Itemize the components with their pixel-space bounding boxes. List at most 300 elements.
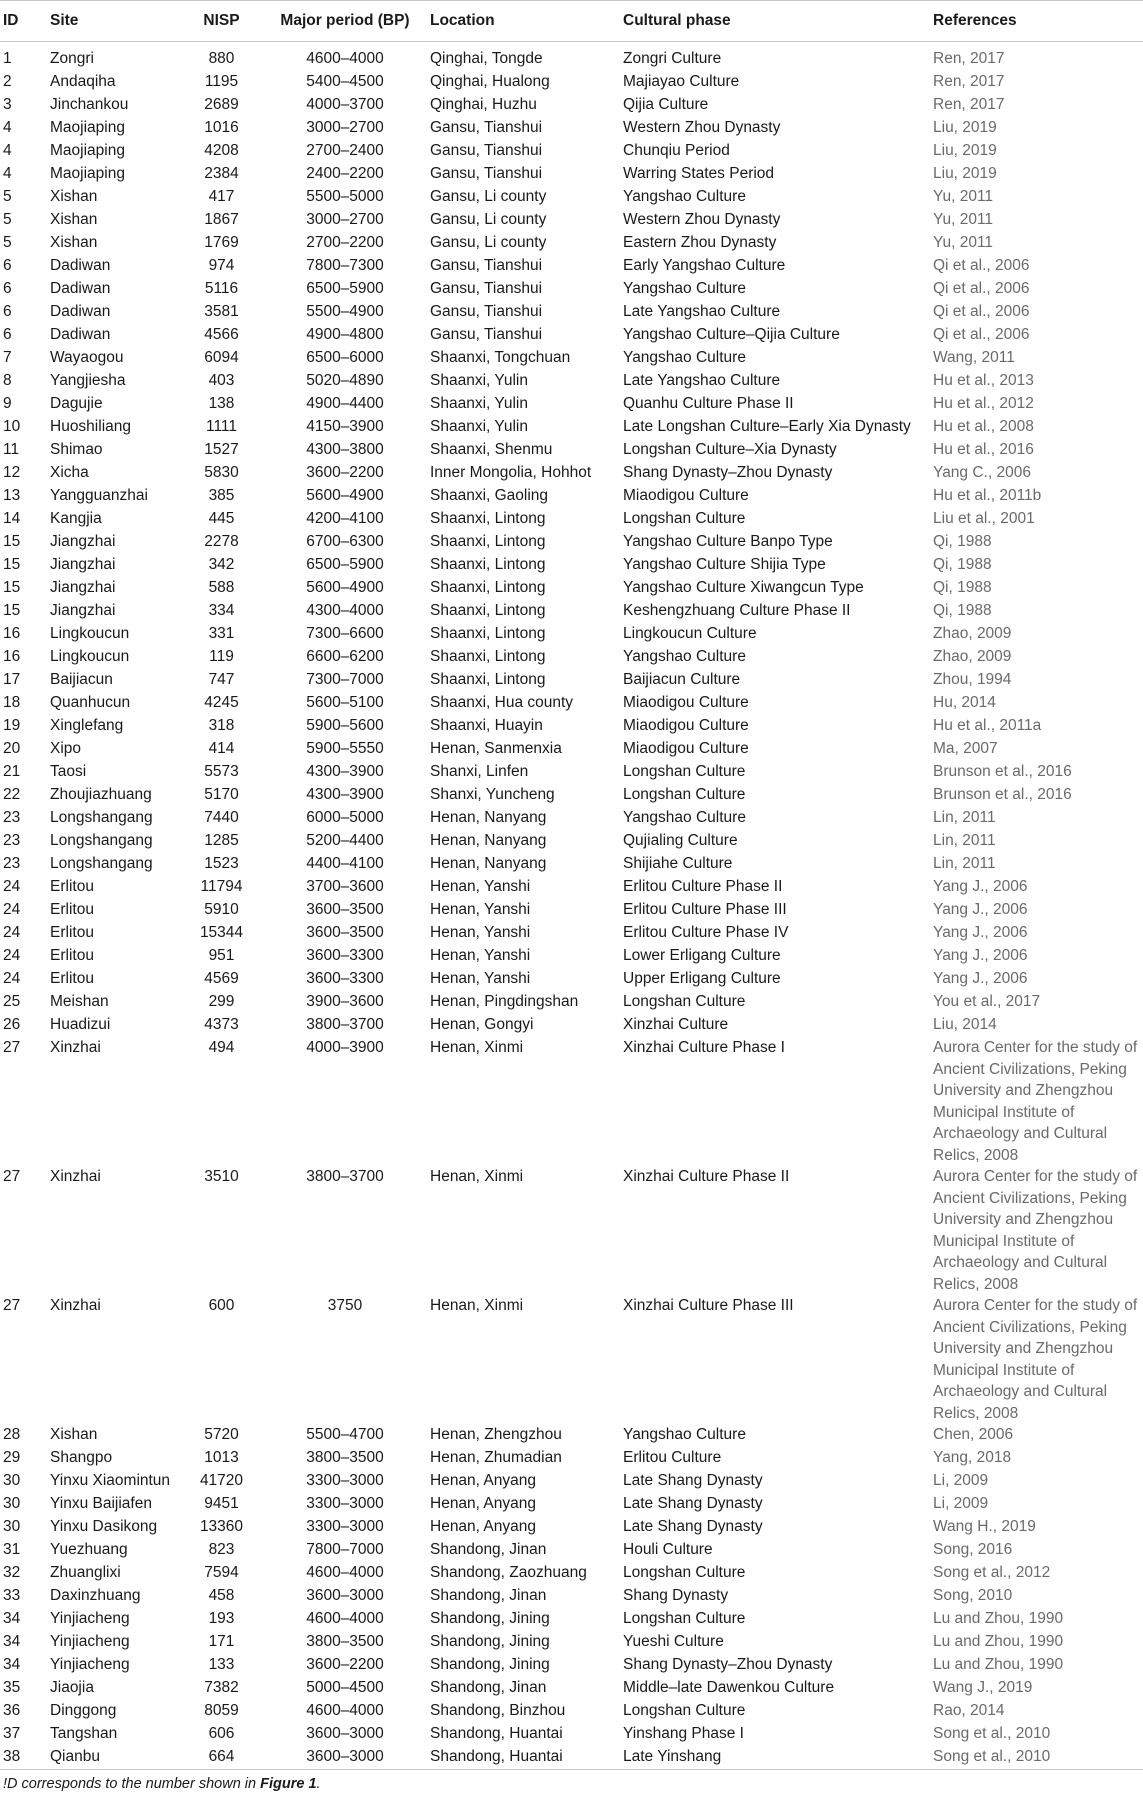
- cell-period: 7300–7000: [306, 671, 384, 688]
- cell-id: 31: [3, 1541, 21, 1558]
- cell-nisp: 414: [208, 740, 235, 757]
- cell-period: 4900–4400: [306, 395, 384, 412]
- cell-id: 5: [3, 234, 12, 251]
- cell-site: Xicha: [50, 464, 89, 481]
- cell-site: Jinchankou: [50, 96, 129, 113]
- table-row: [0, 1037, 1143, 1166]
- cell-site: Erlitou: [50, 970, 94, 987]
- cell-period: 4300–3800: [306, 441, 384, 458]
- cell-period: 6500–5900: [306, 556, 384, 573]
- cell-period: 4400–4100: [306, 855, 384, 872]
- cell-reference: Liu, 2019: [933, 165, 997, 182]
- cell-period: 3600–3300: [306, 970, 384, 987]
- cell-location: Gansu, Tianshui: [430, 326, 543, 343]
- cell-period: 2700–2400: [306, 142, 384, 159]
- table-row: [0, 1166, 1143, 1295]
- cell-reference: Lu and Zhou, 1990: [933, 1633, 1064, 1650]
- cell-location: Shandong, Jining: [430, 1610, 550, 1627]
- cell-period: 7800–7300: [306, 257, 384, 274]
- header-id: ID: [0, 1, 46, 42]
- cell-site: Longshangang: [50, 855, 153, 872]
- cell-id: 20: [3, 740, 21, 757]
- cell-cultural-phase: Longshan Culture: [623, 1702, 746, 1719]
- cell-reference: Lin, 2011: [933, 832, 996, 849]
- cell-location: Henan, Anyang: [430, 1518, 537, 1535]
- cell-reference: Wang, 2011: [933, 349, 1015, 366]
- cell-period: 3000–2700: [306, 119, 384, 136]
- cell-reference: Yang J., 2006: [933, 924, 1028, 941]
- cell-id: 27: [3, 1297, 21, 1314]
- cell-id: 17: [3, 671, 21, 688]
- cell-nisp: 880: [208, 50, 235, 67]
- cell-nisp: 171: [208, 1633, 235, 1650]
- cell-id: 22: [3, 786, 21, 803]
- cell-nisp: 5830: [204, 464, 239, 481]
- cell-cultural-phase: Chunqiu Period: [623, 142, 730, 159]
- cell-cultural-phase: Shijiahe Culture: [623, 855, 733, 872]
- cell-nisp: 4245: [204, 694, 239, 711]
- cell-nisp: 1016: [204, 119, 239, 136]
- cell-nisp: 664: [208, 1748, 235, 1765]
- cell-reference: Lu and Zhou, 1990: [933, 1610, 1064, 1627]
- cell-id: 37: [3, 1725, 21, 1742]
- cell-cultural-phase: Xinzhai Culture Phase III: [623, 1297, 794, 1314]
- cell-id: 14: [3, 510, 21, 527]
- cell-location: Henan, Gongyi: [430, 1016, 534, 1033]
- cell-site: Yuezhuang: [50, 1541, 128, 1558]
- cell-reference: Liu, 2019: [933, 142, 997, 159]
- figure-reference: Figure 1: [260, 1776, 317, 1792]
- cell-nisp: 11794: [200, 878, 243, 895]
- cell-nisp: 41720: [199, 1472, 244, 1489]
- cell-reference: Yang J., 2006: [933, 878, 1028, 895]
- cell-site: Erlitou: [50, 878, 94, 895]
- cell-nisp: 747: [208, 671, 235, 688]
- cell-cultural-phase: Xinzhai Culture Phase II: [623, 1168, 790, 1185]
- cell-nisp: 974: [208, 257, 235, 274]
- cell-cultural-phase: Longshan Culture: [623, 786, 746, 803]
- cell-site: Zhuanglixi: [50, 1564, 121, 1581]
- cell-cultural-phase: Qijia Culture: [623, 96, 709, 113]
- cell-id: 6: [3, 280, 12, 297]
- cell-cultural-phase: Shang Dynasty: [623, 1587, 729, 1604]
- cell-reference: Zhao, 2009: [933, 648, 1012, 665]
- cell-site: Yinxu Baijiafen: [50, 1495, 152, 1512]
- cell-location: Gansu, Li county: [430, 188, 547, 205]
- cell-site: Daxinzhuang: [50, 1587, 141, 1604]
- cell-reference: Yang J., 2006: [933, 947, 1028, 964]
- cell-location: Shaanxi, Hua county: [430, 694, 574, 711]
- cell-period: 3800–3700: [306, 1016, 384, 1033]
- cell-location: Shaanxi, Lintong: [430, 625, 546, 642]
- cell-period: 5600–4900: [306, 487, 384, 504]
- cell-id: 24: [3, 947, 21, 964]
- cell-site: Lingkoucun: [50, 625, 130, 642]
- cell-reference: Yang J., 2006: [933, 901, 1028, 918]
- cell-reference: Song et al., 2010: [933, 1725, 1051, 1742]
- cell-reference: Liu, 2019: [933, 119, 997, 136]
- cell-nisp: 193: [208, 1610, 235, 1627]
- cell-period: 4300–3900: [306, 763, 384, 780]
- cell-nisp: 5720: [204, 1426, 239, 1443]
- cell-nisp: 133: [208, 1656, 235, 1673]
- cell-id: 34: [3, 1610, 21, 1627]
- cell-reference: Aurora Center for the study of Ancient Civilizations, Peking University and Zhengzhou Municipal Institute of Archaeology and Cultural Relics, 2008: [933, 1168, 1138, 1293]
- cell-nisp: 385: [208, 487, 235, 504]
- cell-period: 7300–6600: [306, 625, 384, 642]
- table-row: [0, 1493, 1143, 1516]
- cell-nisp: 331: [208, 625, 235, 642]
- cell-location: Henan, Yanshi: [430, 924, 531, 941]
- cell-period: 5500–4700: [306, 1426, 384, 1443]
- header-row: [0, 1, 1143, 42]
- cell-id: 24: [3, 878, 21, 895]
- cell-reference: Qi et al., 2006: [933, 303, 1030, 320]
- table-row: [0, 577, 1143, 600]
- cell-reference: Zhao, 2009: [933, 625, 1012, 642]
- table-row: [0, 301, 1143, 324]
- cell-reference: Hu et al., 2016: [933, 441, 1034, 458]
- cell-cultural-phase: Late Shang Dynasty: [623, 1472, 763, 1489]
- cell-nisp: 138: [208, 395, 235, 412]
- cell-location: Henan, Yanshi: [430, 901, 531, 918]
- cell-location: Shaanxi, Shenmu: [430, 441, 553, 458]
- cell-id: 26: [3, 1016, 21, 1033]
- cell-site: Yinjiacheng: [50, 1633, 130, 1650]
- cell-reference: Ren, 2017: [933, 96, 1005, 113]
- cell-reference: Song, 2010: [933, 1587, 1013, 1604]
- cell-id: 5: [3, 188, 12, 205]
- cell-reference: Aurora Center for the study of Ancient Civilizations, Peking University and Zhengzhou Municipal Institute of Archaeology and Cultural Relics, 2008: [933, 1297, 1138, 1422]
- cell-location: Henan, Nanyang: [430, 855, 547, 872]
- table-body: [0, 42, 1143, 1770]
- cell-location: Gansu, Li county: [430, 211, 547, 228]
- cell-cultural-phase: Longshan Culture: [623, 1610, 746, 1627]
- table-row: [0, 278, 1143, 301]
- cell-site: Xinglefang: [50, 717, 124, 734]
- header-references: References: [929, 1, 1143, 42]
- cell-nisp: 1867: [204, 211, 239, 228]
- cell-location: Shaanxi, Lintong: [430, 579, 546, 596]
- cell-site: Kangjia: [50, 510, 102, 527]
- cell-reference: Hu, 2014: [933, 694, 996, 711]
- cell-site: Shimao: [50, 441, 103, 458]
- cell-id: 16: [3, 625, 21, 642]
- cell-reference: Brunson et al., 2016: [933, 786, 1072, 803]
- cell-period: 3800–3500: [306, 1449, 384, 1466]
- cell-cultural-phase: Houli Culture: [623, 1541, 713, 1558]
- cell-period: 6600–6200: [306, 648, 384, 665]
- cell-id: 10: [3, 418, 21, 435]
- cell-site: Yinjiacheng: [50, 1610, 130, 1627]
- cell-location: Shaanxi, Lintong: [430, 510, 546, 527]
- cell-period: 4200–4100: [306, 510, 384, 527]
- cell-id: 32: [3, 1564, 21, 1581]
- header-location: Location: [426, 1, 619, 42]
- cell-location: Henan, Zhumadian: [430, 1449, 562, 1466]
- cell-nisp: 2689: [204, 96, 239, 113]
- cell-reference: Lin, 2011: [933, 855, 996, 872]
- cell-location: Henan, Anyang: [430, 1472, 537, 1489]
- cell-site: Xishan: [50, 1426, 98, 1443]
- cell-site: Huadizui: [50, 1016, 111, 1033]
- footnote: [0, 1770, 1143, 1796]
- cell-id: 25: [3, 993, 21, 1010]
- cell-location: Shaanxi, Lintong: [430, 533, 546, 550]
- cell-site: Maojiaping: [50, 119, 125, 136]
- cell-reference: Hu et al., 2012: [933, 395, 1034, 412]
- cell-period: 3700–3600: [306, 878, 384, 895]
- cell-cultural-phase: Yangshao Culture: [623, 809, 746, 826]
- table-row: [0, 1295, 1143, 1424]
- cell-location: Gansu, Tianshui: [430, 119, 543, 136]
- cell-location: Gansu, Tianshui: [430, 142, 543, 159]
- table-row: [0, 140, 1143, 163]
- cell-period: 3600–3000: [306, 1725, 384, 1742]
- cell-site: Dagujie: [50, 395, 103, 412]
- table-row: [0, 1631, 1143, 1654]
- cell-reference: Rao, 2014: [933, 1702, 1005, 1719]
- cell-reference: Hu et al., 2013: [933, 372, 1034, 389]
- cell-location: Henan, Xinmi: [430, 1168, 524, 1185]
- cell-location: Shandong, Jinan: [430, 1587, 547, 1604]
- cell-id: 30: [3, 1472, 21, 1489]
- cell-site: Dadiwan: [50, 257, 111, 274]
- cell-period: 5900–5550: [306, 740, 384, 757]
- cell-nisp: 342: [208, 556, 235, 573]
- cell-cultural-phase: Yinshang Phase I: [623, 1725, 744, 1742]
- cell-cultural-phase: Xinzhai Culture: [623, 1016, 729, 1033]
- cell-period: 3600–3300: [306, 947, 384, 964]
- cell-id: 24: [3, 924, 21, 941]
- cell-site: Erlitou: [50, 901, 94, 918]
- cell-id: 8: [3, 372, 12, 389]
- cell-cultural-phase: Longshan Culture: [623, 993, 746, 1010]
- cell-cultural-phase: Late Yangshao Culture: [623, 372, 781, 389]
- cell-location: Shandong, Huantai: [430, 1725, 563, 1742]
- cell-site: Xinzhai: [50, 1297, 101, 1314]
- cell-nisp: 9451: [204, 1495, 239, 1512]
- cell-id: 18: [3, 694, 21, 711]
- cell-period: 4600–4000: [306, 1610, 384, 1627]
- cell-reference: Li, 2009: [933, 1495, 989, 1512]
- cell-location: Henan, Xinmi: [430, 1297, 524, 1314]
- cell-period: 4150–3900: [306, 418, 384, 435]
- cell-nisp: 1769: [204, 234, 239, 251]
- cell-location: Qinghai, Huzhu: [430, 96, 537, 113]
- table-row: [0, 600, 1143, 623]
- table-row: [0, 462, 1143, 485]
- cell-period: 4900–4800: [306, 326, 384, 343]
- cell-site: Jiangzhai: [50, 556, 116, 573]
- cell-location: Qinghai, Hualong: [430, 73, 550, 90]
- cell-reference: Yu, 2011: [933, 211, 994, 228]
- cell-nisp: 1527: [204, 441, 239, 458]
- cell-id: 13: [3, 487, 21, 504]
- table-row: [0, 255, 1143, 278]
- cell-site: Yangguanzhai: [50, 487, 148, 504]
- cell-location: Shandong, Zaozhuang: [430, 1564, 587, 1581]
- cell-site: Shangpo: [50, 1449, 113, 1466]
- cell-reference: Liu et al., 2001: [933, 510, 1035, 527]
- header-cultural-phase: Cultural phase: [619, 1, 929, 42]
- cell-id: 15: [3, 533, 21, 550]
- table-row: [0, 761, 1143, 784]
- cell-period: 5400–4500: [306, 73, 384, 90]
- cell-location: Henan, Anyang: [430, 1495, 537, 1512]
- cell-nisp: 5573: [204, 763, 239, 780]
- table-row: [0, 163, 1143, 186]
- cell-location: Shaanxi, Gaoling: [430, 487, 549, 504]
- cell-period: 3600–3000: [306, 1748, 384, 1765]
- cell-location: Shaanxi, Lintong: [430, 648, 546, 665]
- table-row: [0, 347, 1143, 370]
- cell-nisp: 2384: [204, 165, 239, 182]
- cell-period: 4300–3900: [306, 786, 384, 803]
- header-period: Major period (BP): [264, 1, 426, 42]
- cell-period: 3600–2200: [306, 1656, 384, 1673]
- cell-period: 3900–3600: [306, 993, 384, 1010]
- cell-id: 7: [3, 349, 12, 366]
- cell-location: Henan, Pingdingshan: [430, 993, 579, 1010]
- cell-site: Dadiwan: [50, 326, 111, 343]
- table-row: [0, 1654, 1143, 1677]
- cell-site: Wayaogou: [50, 349, 124, 366]
- cell-site: Xishan: [50, 188, 98, 205]
- cell-reference: Liu, 2014: [933, 1016, 997, 1033]
- cell-id: 3: [3, 96, 12, 113]
- cell-cultural-phase: Erlitou Culture Phase IV: [623, 924, 789, 941]
- table-row: [0, 1585, 1143, 1608]
- cell-cultural-phase: Miaodigou Culture: [623, 694, 749, 711]
- cell-period: 6500–5900: [306, 280, 384, 297]
- cell-site: Maojiaping: [50, 165, 125, 182]
- cell-nisp: 417: [208, 188, 235, 205]
- table-row: [0, 830, 1143, 853]
- cell-site: Yangjiesha: [50, 372, 126, 389]
- cell-period: 5000–4500: [306, 1679, 384, 1696]
- table-row: [0, 186, 1143, 209]
- cell-nisp: 606: [208, 1725, 235, 1742]
- cell-cultural-phase: Miaodigou Culture: [623, 487, 749, 504]
- cell-nisp: 600: [208, 1297, 235, 1314]
- cell-nisp: 334: [208, 602, 235, 619]
- cell-site: Dadiwan: [50, 280, 111, 297]
- cell-location: Shaanxi, Yulin: [430, 418, 528, 435]
- cell-period: 4000–3700: [306, 96, 384, 113]
- table-row: [0, 485, 1143, 508]
- cell-reference: Qi et al., 2006: [933, 326, 1030, 343]
- cell-site: Jiangzhai: [50, 533, 116, 550]
- cell-location: Shaanxi, Huayin: [430, 717, 543, 734]
- cell-nisp: 4373: [204, 1016, 239, 1033]
- cell-location: Shandong, Binzhou: [430, 1702, 566, 1719]
- cell-nisp: 119: [209, 648, 234, 665]
- cell-nisp: 8059: [204, 1702, 239, 1719]
- cell-location: Shandong, Jinan: [430, 1679, 547, 1696]
- cell-period: 5500–5000: [306, 188, 384, 205]
- cell-cultural-phase: Erlitou Culture Phase II: [623, 878, 783, 895]
- cell-period: 3750: [327, 1297, 363, 1314]
- cell-location: Henan, Yanshi: [430, 878, 531, 895]
- cell-site: Andaqiha: [50, 73, 116, 90]
- cell-id: 28: [3, 1426, 21, 1443]
- cell-cultural-phase: Majiayao Culture: [623, 73, 740, 90]
- cell-cultural-phase: Erlitou Culture: [623, 1449, 722, 1466]
- table-row: [0, 1014, 1143, 1037]
- cell-period: 5600–4900: [306, 579, 384, 596]
- cell-cultural-phase: Xinzhai Culture Phase I: [623, 1039, 785, 1056]
- cell-reference: Aurora Center for the study of Ancient Civilizations, Peking University and Zhengzhou Municipal Institute of Archaeology and Cultural Relics, 2008: [933, 1039, 1138, 1164]
- header-site: Site: [46, 1, 179, 42]
- table-row: [0, 393, 1143, 416]
- cell-id: 6: [3, 326, 12, 343]
- cell-nisp: 4208: [204, 142, 239, 159]
- cell-id: 6: [3, 257, 12, 274]
- cell-id: 16: [3, 648, 21, 665]
- cell-cultural-phase: Longshan Culture: [623, 510, 746, 527]
- cell-site: Jiangzhai: [50, 602, 116, 619]
- cell-location: Henan, Zhengzhou: [430, 1426, 562, 1443]
- cell-nisp: 5170: [204, 786, 239, 803]
- cell-nisp: 7594: [204, 1564, 239, 1581]
- table-row: [0, 1447, 1143, 1470]
- table-row: [0, 1470, 1143, 1493]
- cell-period: 3300–3000: [306, 1518, 384, 1535]
- table-row: [0, 692, 1143, 715]
- cell-id: 23: [3, 832, 21, 849]
- table-row: [0, 117, 1143, 140]
- cell-nisp: 403: [208, 372, 235, 389]
- cell-id: 30: [3, 1495, 21, 1512]
- cell-period: 4600–4000: [306, 1564, 384, 1581]
- cell-id: 4: [3, 142, 12, 159]
- table-row: [0, 71, 1143, 94]
- cell-id: 1: [3, 50, 12, 67]
- cell-site: Xipo: [50, 740, 82, 757]
- cell-nisp: 3581: [204, 303, 239, 320]
- table-row: [0, 1700, 1143, 1723]
- cell-id: 33: [3, 1587, 21, 1604]
- table-row: [0, 324, 1143, 347]
- cell-site: Baijiacun: [50, 671, 113, 688]
- cell-nisp: 494: [208, 1039, 235, 1056]
- cell-period: 3600–3500: [306, 924, 384, 941]
- cell-cultural-phase: Longshan Culture–Xia Dynasty: [623, 441, 837, 458]
- cell-id: 4: [3, 119, 12, 136]
- cell-cultural-phase: Baijiacun Culture: [623, 671, 741, 688]
- cell-id: 23: [3, 855, 21, 872]
- table-header: [0, 1, 1143, 42]
- cell-cultural-phase: Western Zhou Dynasty: [623, 119, 781, 136]
- cell-reference: Ma, 2007: [933, 740, 998, 757]
- cell-location: Qinghai, Tongde: [430, 50, 543, 67]
- cell-location: Shaanxi, Lintong: [430, 671, 546, 688]
- cell-location: Gansu, Tianshui: [430, 280, 543, 297]
- cell-site: Dinggong: [50, 1702, 117, 1719]
- cell-location: Shaanxi, Yulin: [430, 395, 528, 412]
- cell-id: 36: [3, 1702, 21, 1719]
- cell-nisp: 6094: [204, 349, 239, 366]
- cell-reference: Song et al., 2012: [933, 1564, 1051, 1581]
- cell-cultural-phase: Shang Dynasty–Zhou Dynasty: [623, 1656, 833, 1673]
- cell-site: Longshangang: [50, 832, 153, 849]
- table-row: [0, 669, 1143, 692]
- cell-id: 15: [3, 556, 21, 573]
- cell-period: 2700–2200: [306, 234, 384, 251]
- cell-nisp: 823: [208, 1541, 235, 1558]
- cell-cultural-phase: Western Zhou Dynasty: [623, 211, 781, 228]
